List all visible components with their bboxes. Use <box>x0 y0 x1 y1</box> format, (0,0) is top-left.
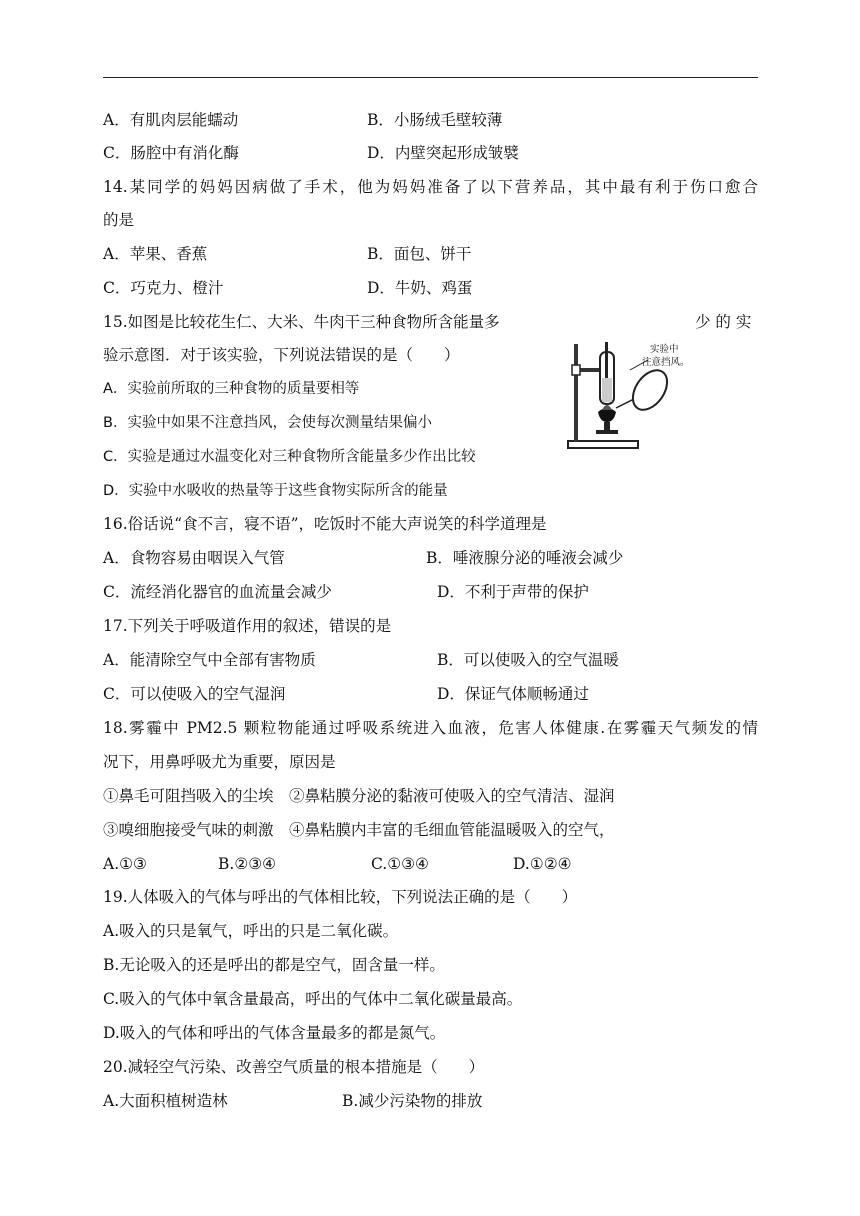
q13-option-b: B．小肠绒毛壁较薄 <box>367 111 503 129</box>
q15-stem-line1-right: 少 的 实 <box>695 313 752 331</box>
q14-option-a: A．苹果、香蕉 <box>103 245 208 263</box>
q14-stem-line2: 的是 <box>103 211 135 229</box>
q15-experiment-figure <box>560 338 698 458</box>
q16-option-c: C．流经消化器官的血流量会减少 <box>103 583 332 601</box>
q13-option-d: D．内壁突起形成皱襞 <box>367 144 519 162</box>
header-rule <box>103 77 758 78</box>
figure-label-line1: 实验中 <box>650 344 679 355</box>
q14-stem-line1: 14.某同学的妈妈因病做了手术，他为妈妈准备了以下营养品，其中最有利于伤口愈合 <box>103 178 758 196</box>
q13-option-c: C．肠腔中有消化酶 <box>103 144 239 162</box>
q16-option-a: A．食物容易由咽误入气管 <box>103 549 285 567</box>
q18-option-d: D.①②④ <box>513 855 572 873</box>
q19-option-b: B.无论吸入的还是呼出的都是空气，固含量一样。 <box>103 956 445 974</box>
q18-option-b: B.②③④ <box>218 855 277 873</box>
q17-option-c: C．可以使吸入的空气湿润 <box>103 685 286 703</box>
q15-option-d: D．实验中水吸收的热量等于这些食物实际所含的能量 <box>103 483 448 499</box>
q14-option-b: B．面包、饼干 <box>367 245 472 263</box>
q20-stem: 20.减轻空气污染、改善空气质量的根本措施是（ ） <box>103 1058 485 1076</box>
q19-option-d: D.吸入的气体和呼出的气体含量最多的都是氮气。 <box>103 1024 446 1042</box>
q20-option-a: A.大面积植树造林 <box>103 1092 228 1110</box>
figure-label-line2: 注意挡风。 <box>642 357 690 368</box>
q17-option-a: A．能清除空气中全部有害物质 <box>103 651 316 669</box>
q15-option-b: B．实验中如果不注意挡风，会使每次测量结果偏小 <box>103 415 432 431</box>
q17-stem: 17.下列关于呼吸道作用的叙述，错误的是 <box>103 617 392 635</box>
q16-option-b: B．唾液腺分泌的唾液会减少 <box>426 549 624 567</box>
q16-option-d: D．不利于声带的保护 <box>437 583 589 601</box>
q13-option-a: A．有肌肉层能蠕动 <box>103 111 239 129</box>
q15-option-a: A．实验前所取的三种食物的质量要相等 <box>103 381 360 397</box>
q18-stem-line1: 18.雾霾中 PM2.5 颗粒物能通过呼吸系统进入血液，危害人体健康.在雾霾天气频发的情 <box>103 719 758 737</box>
q14-option-d: D．牛奶、鸡蛋 <box>367 279 473 297</box>
q19-stem: 19.人体吸入的气体与呼出的气体相比较，下列说法正确的是（ ） <box>103 888 578 906</box>
q18-option-a: A.①③ <box>103 855 147 873</box>
q17-option-b: B．可以使吸入的空气温暖 <box>437 651 619 669</box>
q15-option-c: C．实验是通过水温变化对三种食物所含能量多少作出比较 <box>103 449 476 465</box>
q17-option-d: D．保证气体顺畅通过 <box>437 685 589 703</box>
iron-stand-apparatus-illustration <box>560 338 698 458</box>
q18-stem-line2: 况下，用鼻呼吸尤为重要，原因是 <box>103 753 336 771</box>
q19-option-a: A.吸入的只是氧气，呼出的只是二氧化碳。 <box>103 922 399 940</box>
q18-option-c: C.①③④ <box>371 855 429 873</box>
q18-items-line2: ③嗅细胞接受气味的刺激 ④鼻粘膜内丰富的毛细血管能温暖吸入的空气， <box>103 821 615 839</box>
q16-stem: 16.俗话说“食不言，寝不语”，吃饭时不能大声说笑的科学道理是 <box>103 515 547 533</box>
q18-items-line1: ①鼻毛可阻挡吸入的尘埃 ②鼻粘膜分泌的黏液可使吸入的空气清洁、湿润 <box>103 787 615 805</box>
q15-stem-line2: 验示意图．对于该实验，下列说法错误的是（ ） <box>103 346 460 364</box>
q20-option-b: B.减少污染物的排放 <box>342 1092 483 1110</box>
q15-stem-line1-left: 15.如图是比较花生仁、大米、牛肉干三种食物所含能量多 <box>103 313 500 331</box>
q14-option-c: C．巧克力、橙汁 <box>103 279 224 297</box>
q19-option-c: C.吸入的气体中氧含量最高，呼出的气体中二氧化碳量最高。 <box>103 990 523 1008</box>
